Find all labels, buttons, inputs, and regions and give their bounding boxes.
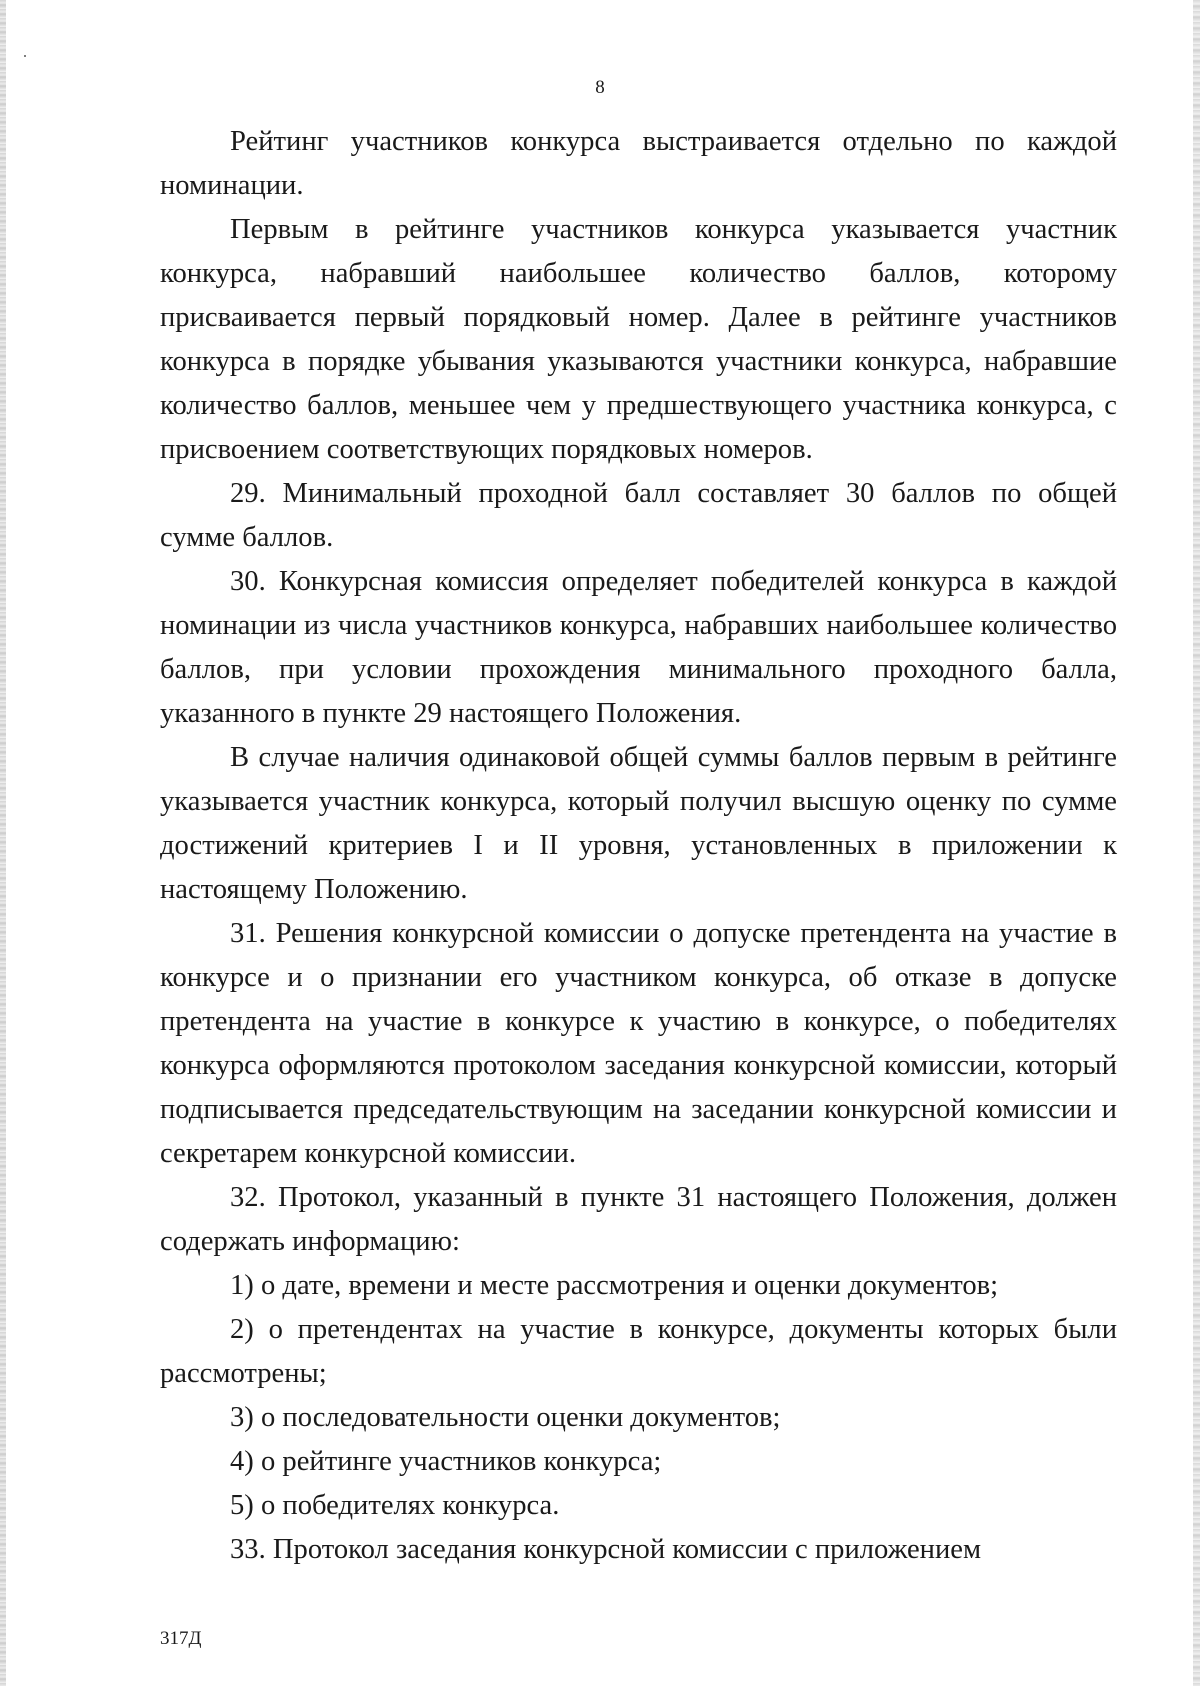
paragraph-item-30: 30. Конкурсная комиссия определяет победителей конкурса в каждой номинации из числа участников конкурса, набравших наибольшее количество баллов, при условии прохождения минимального проходного балла, указанного в пункте 29 настоящего Положения. [160,566,1117,729]
paragraph-item-32: 32. Протокол, указанный в пункте 31 настоящего Положения, должен содержать информацию: [160,1182,1117,1257]
document-body [160,120,1117,1572]
paragraph-item-33: 33. Протокол заседания конкурсной комиссии с приложением [230,1534,982,1565]
paragraph-rating-by-nomination: Рейтинг участников конкурса выстраивается отдельно по каждой номинации. [160,126,1117,201]
scan-edge-right [1193,0,1200,1686]
scan-edge-left [0,0,6,1686]
paragraph-item-31: 31. Решения конкурсной комиссии о допуске претендента на участие в конкурсе и о признании его участником конкурса, об отказе в допуске претендента на участие в конкурсе к участию в конкурсе, о победителях конкурса оформляются протоколом заседания конкурсной комиссии, который подписывается председательствующим на заседании конкурсной комиссии и секретарем конкурсной комиссии. [160,918,1117,1169]
list-item-4: 4) о рейтинге участников конкурса; [230,1446,662,1477]
footer-document-code: 317Д [160,1628,202,1649]
list-item-2: 2) о претендентах на участие в конкурсе, документы которых были рассмотрены; [160,1314,1117,1389]
list-item-5: 5) о победителях конкурса. [230,1490,560,1521]
list-item-1: 1) о дате, времени и месте рассмотрения и оценки документов; [230,1270,999,1301]
list-item-3: 3) о последовательности оценки документов; [230,1402,781,1433]
page-number: 8 [595,77,605,98]
paragraph-equal-score: В случае наличия одинаковой общей суммы баллов первым в рейтинге указывается участник конкурса, который получил высшую оценку по сумме достижений критериев I и II уровня, установленных в приложении к настоящему Положению. [160,742,1117,905]
paragraph-item-29: 29. Минимальный проходной балл составляет 30 баллов по общей сумме баллов. [160,478,1117,553]
scan-speck [24,55,26,57]
paragraph-rating-order: Первым в рейтинге участников конкурса указывается участник конкурса, набравший наибольшее количество баллов, которому присваивается первый порядковый номер. Далее в рейтинге участников конкурса в порядке убывания указываются участники конкурса, набравшие количество баллов, меньшее чем у предшествующего участника конкурса, с присвоением соответствующих порядковых номеров. [160,214,1117,465]
